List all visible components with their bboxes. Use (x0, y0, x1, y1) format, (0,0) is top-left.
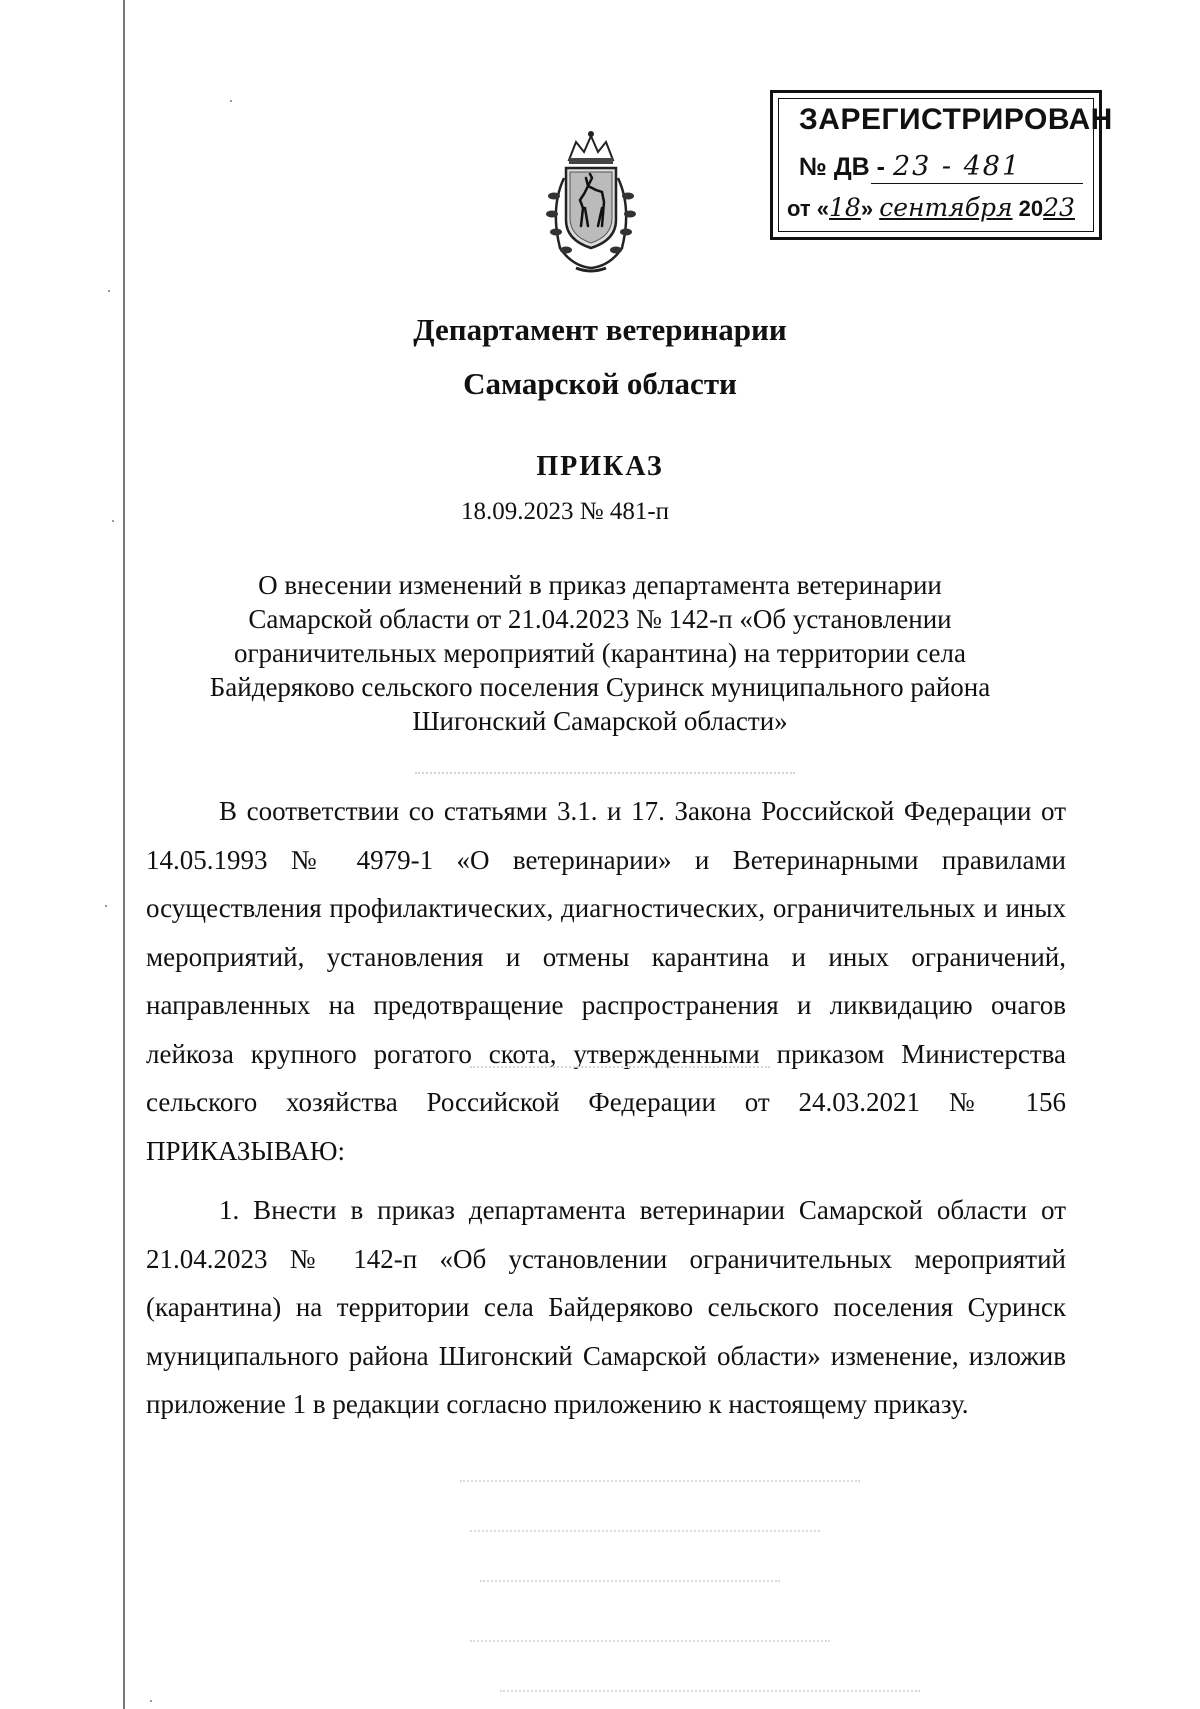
bleed-through-mark (470, 1066, 770, 1078)
stamp-number-prefix: № ДВ - (799, 153, 885, 181)
subject-line: Шигонский Самарской области» (412, 706, 788, 736)
subject-line: Байдеряково сельского поселения Суринск муниципального района (209, 672, 991, 702)
stamp-number-handwritten: 23 - 481 (892, 151, 1022, 182)
scan-margin-line (123, 0, 125, 1709)
bleed-through-mark (500, 1690, 920, 1702)
coat-of-arms-emblem (536, 128, 646, 278)
stamp-date (787, 193, 1075, 222)
department-name-line2: Самарской области (463, 366, 737, 401)
subject-line: Самарской области от 21.04.2023 № 142-п «Об установлении (248, 604, 952, 634)
registration-stamp (770, 90, 1113, 240)
document-type: ПРИКАЗ (536, 451, 664, 482)
stamp-date-day: 18 (829, 193, 861, 222)
department-name-line1: Департамент ветеринарии (413, 312, 787, 347)
scan-speck (230, 100, 232, 102)
bleed-through-mark (480, 1580, 780, 1592)
document-subject (140, 568, 1060, 738)
bleed-through-mark (460, 1480, 860, 1492)
stamp-number (799, 151, 1021, 182)
stamp-date-month: сентября (879, 193, 1013, 222)
bleed-through-mark (470, 1640, 830, 1652)
document-date-number: 18.09.2023 № 481-п (460, 498, 670, 525)
scan-speck (150, 1700, 152, 1702)
scan-speck (105, 905, 107, 907)
stamp-date-mid: » (860, 196, 874, 221)
stamp-date-prefix: от « (787, 196, 830, 221)
stamp-underline (871, 183, 1083, 184)
scan-speck (108, 290, 110, 292)
subject-line: ограничительных мероприятий (карантина) на территории села (233, 638, 967, 668)
body-paragraph-preamble: В соответствии со статьями 3.1. и 17. Закона Российской Федерации от 14.05.1993 № 4979-1 «О ветеринарии» и Ветеринарными правилами осуществления профилактических, диагностических, ограничительных и иных мероприятий, установления и отмены карантина и иных ограничений, направленных на предотвращение распространения и ликвидацию очагов лейкоза крупного рогатого скота, утвержденными приказом Министерства сельского хозяйства Российской Федерации от 24.03.2021 № 156 ПРИКАЗЫВАЮ: (146, 796, 1066, 1166)
bleed-through-mark (470, 1530, 820, 1542)
body-paragraph-item-1: 1. Внести в приказ департамента ветеринарии Самарской области от 21.04.2023 № 142-п «Об установлении ограничительных мероприятий (карантина) на территории села Байдеряково сельского поселения Суринск муниципального района Шигонский Самарской области» изменение, изложив приложение 1 в редакции согласно приложению к настоящему приказу. (146, 1195, 1066, 1419)
bleed-through-mark (415, 772, 795, 784)
stamp-date-year: 23 (1043, 193, 1075, 222)
stamp-date-year-prefix: 20 (1018, 196, 1044, 221)
stamp-title: ЗАРЕГИСТРИРОВАН (799, 103, 1113, 136)
subject-line: О внесении изменений в приказ департамента ветеринарии (258, 570, 942, 600)
